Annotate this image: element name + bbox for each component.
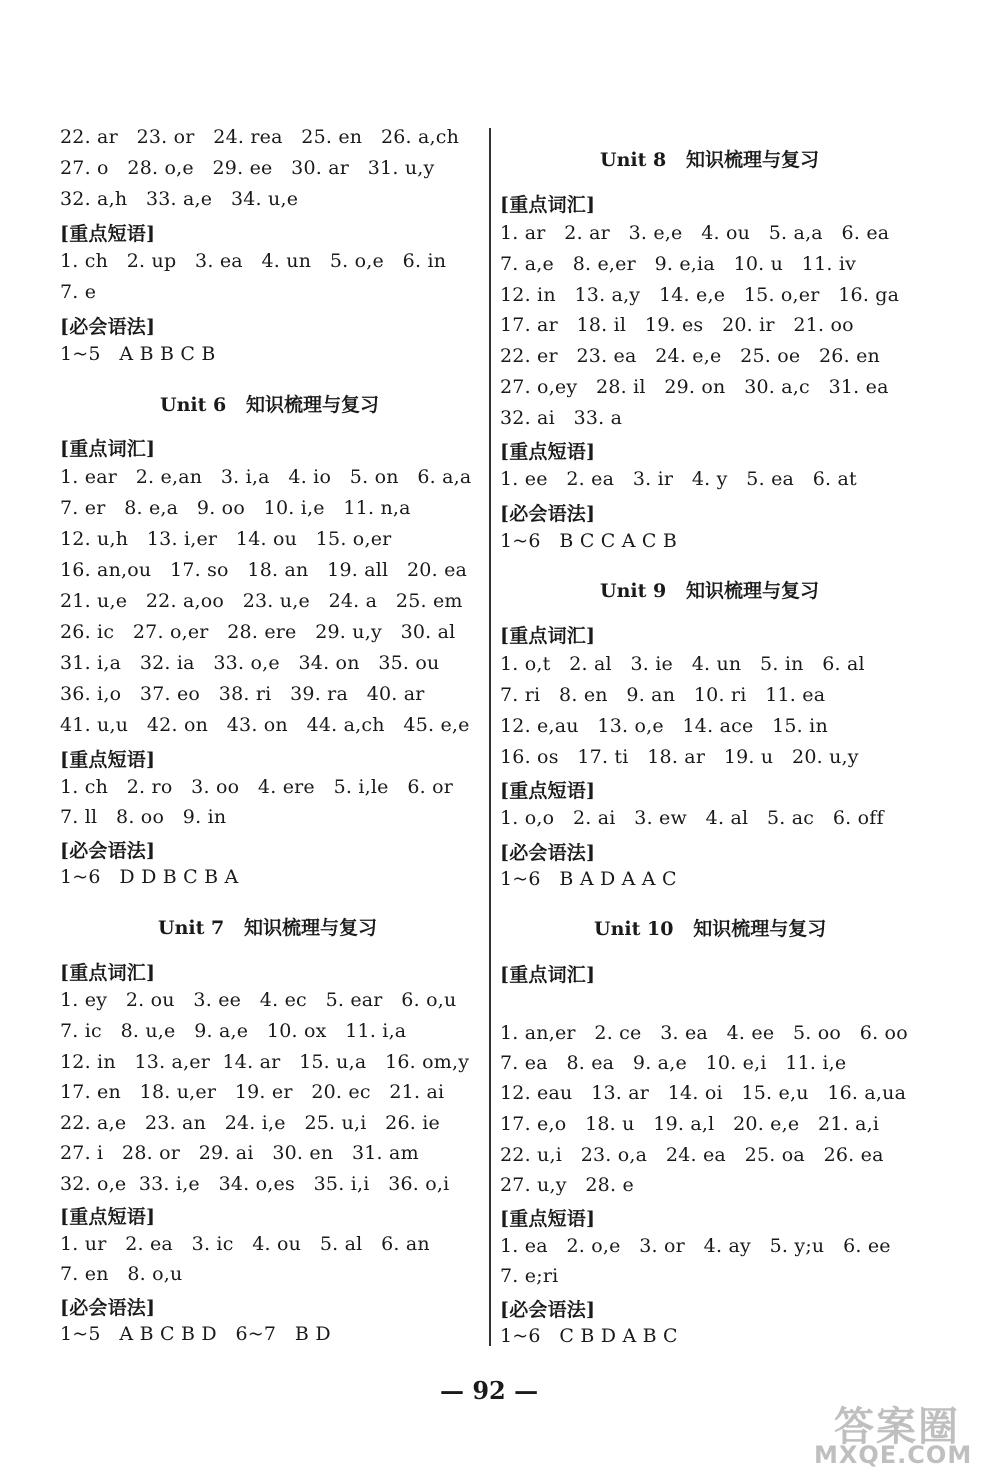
answer-line: 7. er 8. e,a 9. oo 10. i,e 11. n,a xyxy=(60,497,411,519)
answer-line: 7. ri 8. en 9. an 10. ri 11. ea xyxy=(500,684,826,706)
answer-line: 1. o,t 2. al 3. ie 4. un 5. in 6. al xyxy=(500,653,865,675)
answer-line: 1. ee 2. ea 3. ir 4. y 5. ea 6. at xyxy=(500,468,857,490)
answer-line: 21. u,e 22. a,oo 23. u,e 24. a 25. em xyxy=(60,590,463,612)
section-heading-grammar: [必会语法] xyxy=(60,840,156,862)
answer-line: 17. e,o 18. u 19. a,l 20. e,e 21. a,i xyxy=(500,1113,880,1135)
answer-line: 22. u,i 23. o,a 24. ea 25. oa 26. ea xyxy=(500,1144,884,1166)
section-heading-vocab: [重点词汇] xyxy=(500,625,596,647)
answer-line: 27. i 28. or 29. ai 30. en 31. am xyxy=(60,1142,419,1164)
section-heading-vocab: [重点词汇] xyxy=(500,964,596,986)
section-heading-grammar: [必会语法] xyxy=(60,316,156,338)
answer-line: 7. a,e 8. e,er 9. e,ia 10. u 11. iv xyxy=(500,253,857,275)
answer-line: 17. en 18. u,er 19. er 20. ec 21. ai xyxy=(60,1081,445,1103)
section-heading-phrases: [重点短语] xyxy=(60,223,156,245)
answer-line: 1. ea 2. o,e 3. or 4. ay 5. y;u 6. ee xyxy=(500,1235,891,1257)
answer-line: 1~6 B A D A A C xyxy=(500,868,677,890)
section-heading-grammar: [必会语法] xyxy=(60,1297,156,1319)
answer-line: 12. e,au 13. o,e 14. ace 15. in xyxy=(500,715,828,737)
answer-line: 27. o,ey 28. il 29. on 30. a,c 31. ea xyxy=(500,376,889,398)
answer-line: 1. ear 2. e,an 3. i,a 4. io 5. on 6. a,a xyxy=(60,466,472,488)
answer-line: 22. er 23. ea 24. e,e 25. oe 26. en xyxy=(500,345,880,367)
unit-9-title: Unit 9 知识梳理与复习 xyxy=(600,580,820,602)
answer-line: 12. eau 13. ar 14. oi 15. e,u 16. a,ua xyxy=(500,1082,907,1104)
answer-line: 1~6 D D B C B A xyxy=(60,866,239,888)
unit-10-title: Unit 10 知识梳理与复习 xyxy=(594,918,827,940)
unit-6-title: Unit 6 知识梳理与复习 xyxy=(160,394,380,416)
watermark-url: MXQE.COM xyxy=(814,1441,973,1469)
column-divider xyxy=(489,128,491,1346)
answer-line: 27. u,y 28. e xyxy=(500,1174,634,1196)
answer-line: 1. ar 2. ar 3. e,e 4. ou 5. a,a 6. ea xyxy=(500,222,890,244)
answer-line: 26. ic 27. o,er 28. ere 29. u,y 30. al xyxy=(60,621,456,643)
section-heading-vocab: [重点词汇] xyxy=(60,438,156,460)
answer-line: 16. os 17. ti 18. ar 19. u 20. u,y xyxy=(500,746,859,768)
watermark-logo xyxy=(814,1395,994,1475)
section-heading-phrases: [重点短语] xyxy=(500,1208,596,1230)
answer-line: 1. an,er 2. ce 3. ea 4. ee 5. oo 6. oo xyxy=(500,1022,908,1044)
watermark-text: 答案圈 xyxy=(834,1404,960,1450)
answer-line: 32. a,h 33. a,e 34. u,e xyxy=(60,188,299,210)
answer-line: 12. u,h 13. i,er 14. ou 15. o,er xyxy=(60,528,392,550)
answer-line: 1. o,o 2. ai 3. ew 4. al 5. ac 6. off xyxy=(500,807,884,829)
section-heading-phrases: [重点短语] xyxy=(60,749,156,771)
answer-line: 7. ic 8. u,e 9. a,e 10. ox 11. i,a xyxy=(60,1020,407,1042)
section-heading-phrases: [重点短语] xyxy=(500,441,596,463)
answer-line: 1. ey 2. ou 3. ee 4. ec 5. ear 6. o,u xyxy=(60,989,457,1011)
answer-line: 1. ch 2. ro 3. oo 4. ere 5. i,le 6. or xyxy=(60,776,454,798)
answer-line: 36. i,o 37. eo 38. ri 39. ra 40. ar xyxy=(60,683,425,705)
answer-line: 16. an,ou 17. so 18. an 19. all 20. ea xyxy=(60,559,468,581)
section-heading-grammar: [必会语法] xyxy=(500,842,596,864)
answer-line: 22. a,e 23. an 24. i,e 25. u,i 26. ie xyxy=(60,1112,440,1134)
section-heading-grammar: [必会语法] xyxy=(500,503,596,525)
answer-line: 7. ll 8. oo 9. in xyxy=(60,806,227,828)
answer-line: 1. ur 2. ea 3. ic 4. ou 5. al 6. an xyxy=(60,1233,430,1255)
answer-line: 7. e xyxy=(60,281,97,303)
answer-line: 1~5 A B B C B xyxy=(60,343,216,365)
answer-line: 1~6 B C C A C B xyxy=(500,530,678,552)
answer-line: 31. i,a 32. ia 33. o,e 34. on 35. ou xyxy=(60,652,440,674)
answer-line: 7. en 8. o,u xyxy=(60,1263,183,1285)
unit-7-title: Unit 7 知识梳理与复习 xyxy=(158,917,378,939)
answer-line: 17. ar 18. il 19. es 20. ir 21. oo xyxy=(500,314,854,336)
answer-line: 7. ea 8. ea 9. a,e 10. e,i 11. i,e xyxy=(500,1052,847,1074)
section-heading-phrases: [重点短语] xyxy=(500,780,596,802)
answer-line: 32. ai 33. a xyxy=(500,407,623,429)
answer-line: 1. ch 2. up 3. ea 4. un 5. o,e 6. in xyxy=(60,250,447,272)
answer-line: 12. in 13. a,er 14. ar 15. u,a 16. om,y xyxy=(60,1051,470,1073)
answer-line: 41. u,u 42. on 43. on 44. a,ch 45. e,e xyxy=(60,714,470,736)
answer-line: 7. e;ri xyxy=(500,1265,559,1287)
section-heading-vocab: [重点词汇] xyxy=(500,194,596,216)
section-heading-grammar: [必会语法] xyxy=(500,1299,596,1321)
unit-8-title: Unit 8 知识梳理与复习 xyxy=(600,149,820,171)
section-heading-vocab: [重点词汇] xyxy=(60,962,156,984)
section-heading-phrases: [重点短语] xyxy=(60,1206,156,1228)
answer-line: 1~6 C B D A B C xyxy=(500,1325,678,1347)
answer-line: 32. o,e 33. i,e 34. o,es 35. i,i 36. o,i xyxy=(60,1173,450,1195)
answer-line: 12. in 13. a,y 14. e,e 15. o,er 16. ga xyxy=(500,284,900,306)
answer-line: 1~5 A B C B D 6~7 B D xyxy=(60,1323,331,1345)
answer-line: 27. o 28. o,e 29. ee 30. ar 31. u,y xyxy=(60,157,435,179)
answer-line: 22. ar 23. or 24. rea 25. en 26. a,ch xyxy=(60,126,460,148)
page-number: — 92 — xyxy=(440,1376,539,1405)
